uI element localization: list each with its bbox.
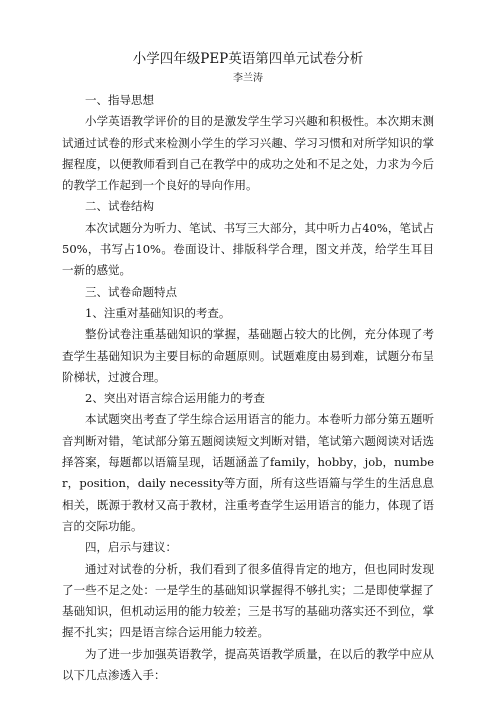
paragraph-analysis-findings: 通过对试卷的分析，我们看到了很多值得肯定的地方，但也同时发现了一些不足之处：一是学生的基础知识掌握得不够扎实；二是即使掌握了基础知识，但机动运用的能力较差；三是书写的基础功落实还不到位，掌握不扎实；四是语言综合运用能力较差。 [62,561,434,640]
paragraph-paper-structure: 本次试题分为听力、笔试、书写三大部分，其中听力占40%，笔试占50%，书写占10%。卷面设计、排版科学合理，图文并茂，给学生耳目一新的感觉。 [62,220,434,278]
document-title: 小学四年级PEP英语第四单元试卷分析 [132,51,364,67]
paragraph-guiding-thought: 小学英语教学评价的目的是激发学生学习兴趣和积极性。本次期末测试通过试卷的形式来检测小学生的学习兴趣、学习习惯和对所学知识的掌握程度，以便教师看到自己在教学中的成功之处和不足之处，力求为今后的教学工作起到一个良好的导向作用。 [62,114,434,193]
document-page [62,50,434,686]
paragraph-language-use: 本试题突出考查了学生综合运用语言的能力。本卷听力部分第五题听音判断对错，笔试部分第五题阅读短文判断对错，笔试第六题阅读对话选择答案，每题都以语篇呈现，话题涵盖了family，hobby，job，number，position，daily necessity等方面，所有这些语篇与学生的生活息息相关，既源于教材又高于教材，注重考查学生运用语言的能力，体现了语言的交际功能。 [62,412,434,533]
section-heading-features: 三、试卷命题特点 [85,284,177,299]
section-heading-suggestions: 四，启示与建议： [85,540,177,555]
subheading-basic-knowledge: 1、注重对基础知识的考查。 [85,305,231,320]
section-heading-paper-structure: 二、试卷结构 [85,199,154,214]
paragraph-basic-knowledge: 整份试卷注重基础知识的掌握，基础题占较大的比例，充分体现了考查学生基础知识为主要目标的命题原则。试题难度由易到难，试题分布呈阶梯状，过渡合理。 [62,327,434,384]
subheading-language-use: 2、突出对语言综合运用能力的考查 [85,391,265,406]
section-heading-guiding-thought: 一、指导思想 [85,93,154,107]
paragraph-improvement-intro: 为了进一步加强英语教学，提高英语教学质量，在以后的教学中应从以下几点渗透入手： [62,646,434,683]
author-name: 李兰涛 [233,73,263,84]
